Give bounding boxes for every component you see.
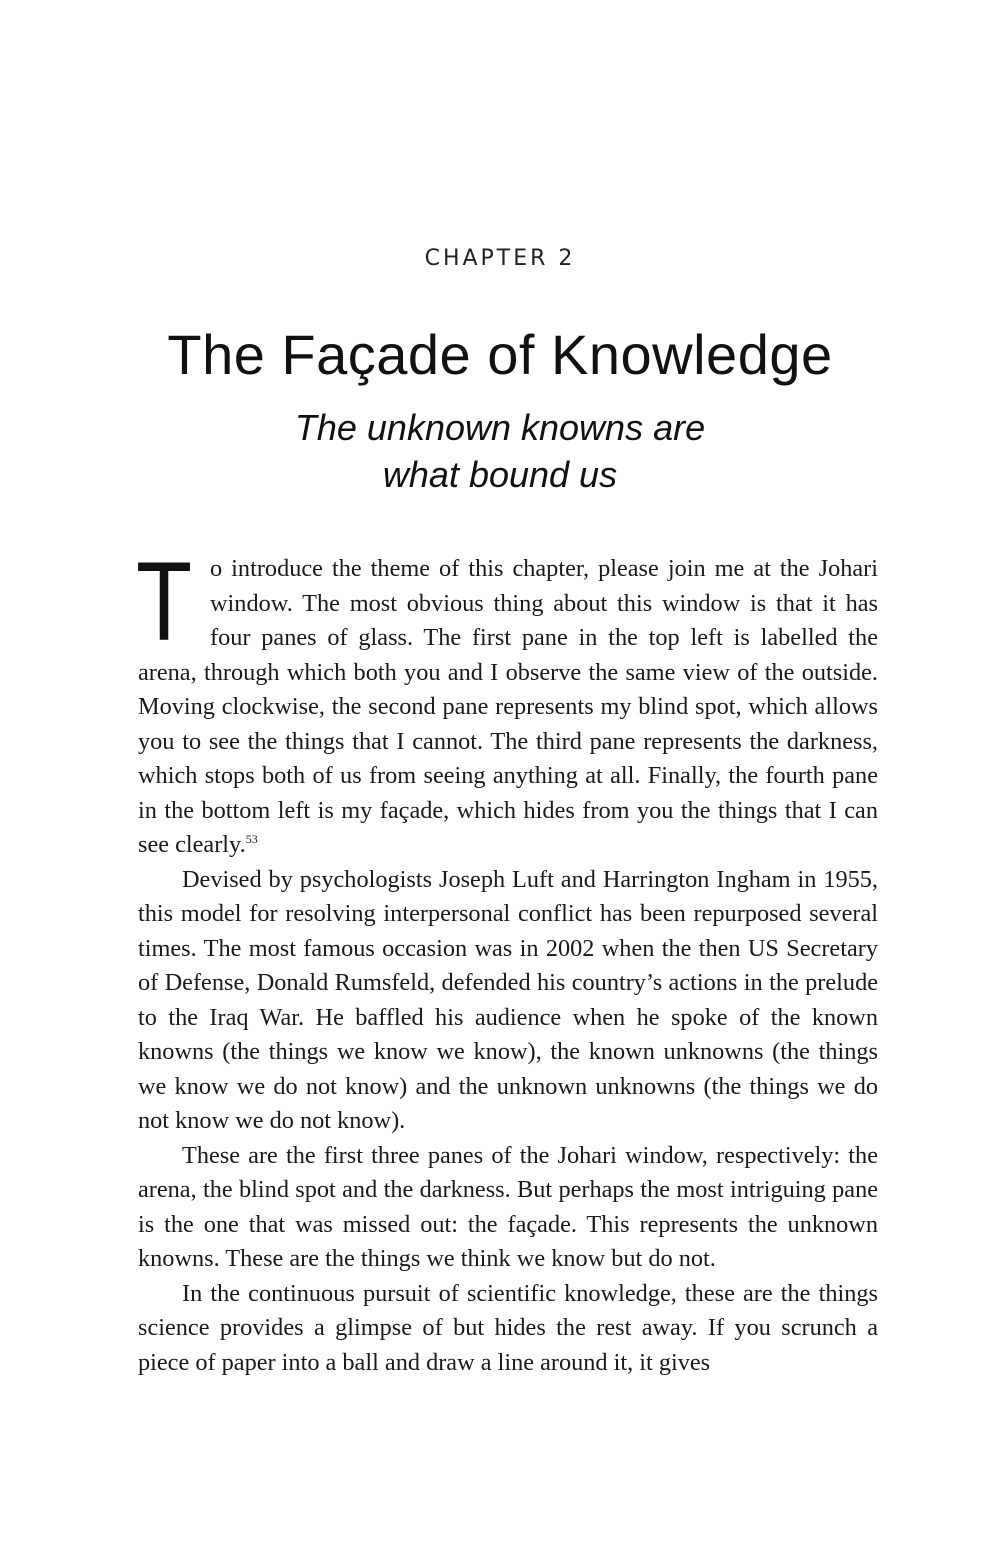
chapter-subtitle: [0, 404, 1000, 498]
paragraph-2: Devised by psychologists Joseph Luft and Harrington Ingham in 1955, this model for resolving interpersonal conflict has been repurposed several times. The most famous occasion was in 2002 when the then US Secretary of Defense, Donald Rumsfeld, defended his country’s actions in the prelude to the Iraq War. He baffled his audience when he spoke of the known knowns (the things we know we know), the known unknowns (the things we know we do not know) and the unknown unknowns (the things we do not know we do not know).: [138, 865, 878, 1134]
paragraph-1-text: o introduce the theme of this chapter, please join me at the Johari window. The most obvious thing about this window is that it has four panes of glass. The first pane in the top left is labelled the arena, through which both you and I observe the same view of the outside. Moving clockwise, the second pane represents my blind spot, which allows you to see the things that I cannot. The third pane represents the darkness, which stops both of us from seeing anything at all. Finally, the fourth pane in the bottom left is my façade, which hides from you the things that I can see clearly.: [138, 555, 878, 858]
subtitle-line-1: The unknown knowns are: [294, 407, 706, 448]
paragraph-4: In the continuous pursuit of scientific knowledge, these are the things science provides a glimpse of but hides the rest away. If you scrunch a piece of paper into a ball and draw a line around it, it gives: [138, 1279, 878, 1376]
drop-cap: T: [136, 539, 193, 664]
footnote-reference[interactable]: 53: [245, 832, 258, 846]
chapter-label: CHAPTER 2: [424, 246, 576, 271]
paragraph-1: [136, 539, 878, 863]
paragraph-3: These are the first three panes of the Johari window, respectively: the arena, the blind spot and the darkness. But perhaps the most intriguing pane is the one that was missed out: the façade. This represents the unknown knowns. These are the things we think we know but do not.: [138, 1141, 878, 1272]
subtitle-line-2: what bound us: [382, 454, 618, 495]
chapter-body: [136, 539, 878, 1380]
chapter-title: The Façade of Knowledge: [167, 323, 833, 386]
